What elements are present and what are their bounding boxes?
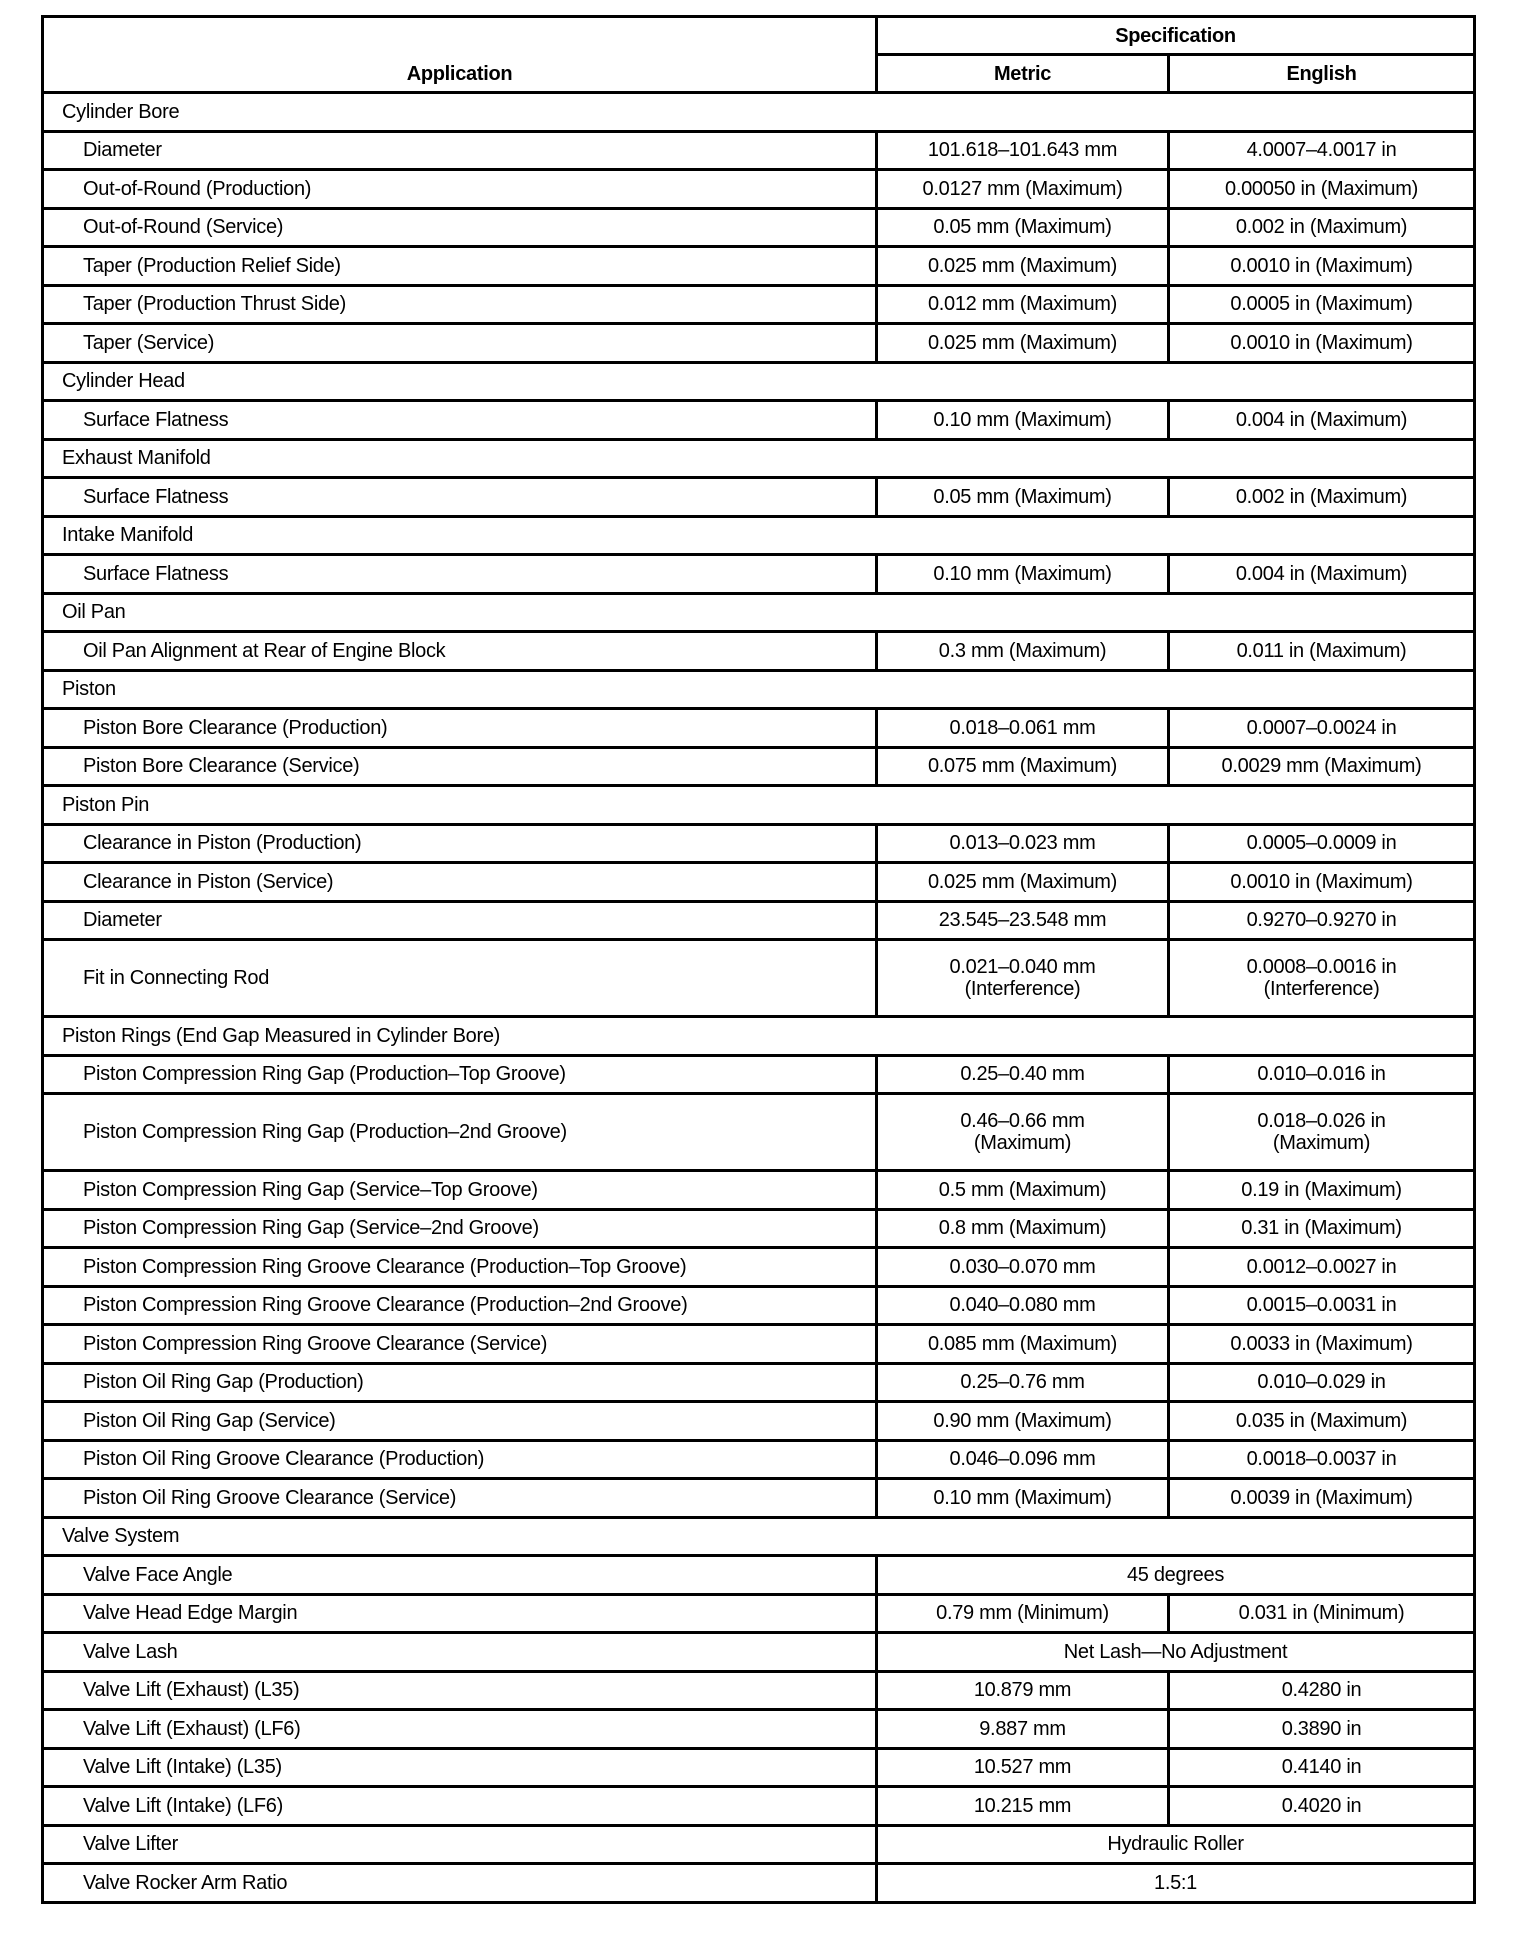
english-value-cell [1169,555,1475,594]
english-value-cell [1169,1671,1475,1710]
metric-value-cell [877,285,1169,324]
english-value-cell [1169,1787,1475,1826]
application-cell: Piston Compression Ring Groove Clearance (Production–2nd Groove) [43,1286,877,1325]
english-value-cell [1169,940,1475,1017]
english-value: 0.19 in (Maximum) [1241,1178,1402,1201]
table-row [43,208,1475,247]
english-value-cell [1169,324,1475,363]
english-value: 0.4020 in [1281,1794,1362,1817]
english-value: 0.035 in (Maximum) [1235,1409,1408,1432]
table-row [43,824,1475,863]
application-cell: Taper (Production Relief Side) [43,247,877,286]
english-value-cell [1169,1094,1475,1171]
metric-value-cell [877,1710,1169,1749]
table-row [43,1479,1475,1518]
application-cell: Fit in Connecting Rod [43,940,877,1017]
table-row [43,1748,1475,1787]
application-cell: Clearance in Piston (Service) [43,863,877,902]
application-cell: Piston Oil Ring Groove Clearance (Service) [43,1479,877,1518]
metric-value-cell [877,324,1169,363]
metric-value-cell [877,709,1169,748]
metric-value-cell [877,208,1169,247]
english-value-cell [1169,401,1475,440]
metric-value-cell [877,1055,1169,1094]
application-column-header: Application [43,17,877,93]
section-row [43,439,1475,478]
metric-value-cell [877,863,1169,902]
combined-spec-cell: Hydraulic Roller [877,1825,1475,1864]
section-row [43,1017,1475,1056]
english-value-cell [1169,1171,1475,1210]
english-value: 0.0010 in (Maximum) [1230,254,1413,277]
table-row [43,1248,1475,1287]
section-title: Piston Pin [43,786,1475,825]
english-value-cell [1169,478,1475,517]
metric-value-cell [877,1440,1169,1479]
metric-value: 0.085 mm (Maximum) [927,1332,1118,1355]
metric-value: 23.545–23.548 mm [938,909,1107,932]
application-cell: Valve Face Angle [43,1556,877,1595]
application-cell: Taper (Service) [43,324,877,363]
english-value: 0.011 in (Maximum) [1236,639,1407,662]
metric-value: 0.046–0.096 mm [949,1448,1096,1471]
section-row [43,93,1475,132]
table-row [43,1094,1475,1171]
metric-value: 0.040–0.080 mm [949,1294,1096,1317]
metric-value: 101.618–101.643 mm [927,139,1118,162]
metric-value-cell [877,1748,1169,1787]
metric-value-cell [877,1363,1169,1402]
metric-value-cell [877,1402,1169,1441]
table-row [43,1787,1475,1826]
metric-value-cell [877,1209,1169,1248]
english-value: 0.004 in (Maximum) [1235,562,1408,585]
section-title: Cylinder Head [43,362,1475,401]
table-row [43,131,1475,170]
application-cell: Piston Compression Ring Groove Clearance (Service) [43,1325,877,1364]
english-value: 0.0005 in (Maximum) [1230,293,1413,316]
metric-value: 0.10 mm (Maximum) [933,562,1112,585]
english-value-cell [1169,1479,1475,1518]
metric-value: 10.215 mm [973,1794,1072,1817]
application-cell: Piston Compression Ring Gap (Service–Top Groove) [43,1171,877,1210]
english-value-cell [1169,285,1475,324]
combined-spec-cell: Net Lash—No Adjustment [877,1633,1475,1672]
table-row [43,401,1475,440]
metric-value-cell [877,1094,1169,1171]
section-row [43,593,1475,632]
section-title: Oil Pan [43,593,1475,632]
metric-value: 0.79 mm (Minimum) [936,1602,1109,1625]
table-row [43,1325,1475,1364]
application-cell: Out-of-Round (Service) [43,208,877,247]
english-value-cell [1169,1325,1475,1364]
metric-value-cell [877,632,1169,671]
english-value: 0.0018–0.0037 in [1246,1448,1397,1471]
table-row [43,1402,1475,1441]
english-value-cell [1169,131,1475,170]
application-cell: Piston Bore Clearance (Service) [43,747,877,786]
english-value-cell [1169,901,1475,940]
metric-value: 0.90 mm (Maximum) [933,1409,1112,1432]
metric-value: 0.10 mm (Maximum) [933,408,1112,431]
table-row [43,247,1475,286]
section-title: Cylinder Bore [43,93,1475,132]
application-cell: Surface Flatness [43,478,877,517]
english-value-cell [1169,247,1475,286]
metric-value-cell [877,478,1169,517]
english-value-cell [1169,709,1475,748]
table-row [43,285,1475,324]
metric-value: 0.025 mm (Maximum) [927,870,1118,893]
english-value: 0.0012–0.0027 in [1246,1255,1397,1278]
english-value-note: (Interference) [1263,978,1380,1000]
table-row [43,709,1475,748]
combined-spec-cell: 45 degrees [877,1556,1475,1595]
metric-value: 0.46–0.66 mm [960,1110,1085,1132]
table-row [43,555,1475,594]
section-title: Exhaust Manifold [43,439,1475,478]
english-value-cell [1169,208,1475,247]
english-value: 0.3890 in [1281,1717,1362,1740]
application-cell: Valve Head Edge Margin [43,1594,877,1633]
english-value: 0.0007–0.0024 in [1246,716,1397,739]
section-title: Valve System [43,1517,1475,1556]
section-row [43,670,1475,709]
section-row [43,1517,1475,1556]
application-cell: Taper (Production Thrust Side) [43,285,877,324]
english-value-cell [1169,1248,1475,1287]
section-title: Piston Rings (End Gap Measured in Cylinder Bore) [43,1017,1475,1056]
metric-value-note: (Interference) [964,978,1081,1000]
metric-value-cell [877,401,1169,440]
table-row [43,1286,1475,1325]
english-value: 0.004 in (Maximum) [1235,408,1408,431]
english-value-cell [1169,632,1475,671]
metric-value: 0.10 mm (Maximum) [933,1486,1112,1509]
english-value-cell [1169,170,1475,209]
english-value: 0.0033 in (Maximum) [1230,1332,1413,1355]
table-row [43,1440,1475,1479]
application-cell: Piston Oil Ring Groove Clearance (Production) [43,1440,877,1479]
metric-value-cell [877,747,1169,786]
table-row [43,1171,1475,1210]
english-value-cell [1169,1748,1475,1787]
metric-value: 0.075 mm (Maximum) [927,755,1118,778]
engine-specifications-table [41,15,1476,1904]
section-row [43,516,1475,555]
table-row [43,1633,1475,1672]
english-value: 0.0039 in (Maximum) [1230,1486,1413,1509]
table-row [43,324,1475,363]
english-value-cell [1169,824,1475,863]
english-value: 0.0008–0.0016 in [1246,956,1397,978]
application-cell: Valve Lift (Exhaust) (LF6) [43,1710,877,1749]
table-row [43,1594,1475,1633]
table-row [43,1710,1475,1749]
application-cell: Valve Lift (Intake) (L35) [43,1748,877,1787]
table-row [43,1671,1475,1710]
metric-value-cell [877,1479,1169,1518]
metric-value: 0.8 mm (Maximum) [938,1217,1107,1240]
english-value-cell [1169,1209,1475,1248]
metric-value: 0.0127 mm (Maximum) [922,177,1123,200]
english-value: 0.31 in (Maximum) [1241,1217,1402,1240]
combined-spec-cell: 1.5:1 [877,1864,1475,1903]
application-cell: Out-of-Round (Production) [43,170,877,209]
metric-value: 0.5 mm (Maximum) [938,1178,1107,1201]
application-cell: Valve Lifter [43,1825,877,1864]
application-cell: Oil Pan Alignment at Rear of Engine Block [43,632,877,671]
application-cell: Piston Oil Ring Gap (Service) [43,1402,877,1441]
english-value-cell [1169,1710,1475,1749]
metric-value: 9.887 mm [979,1717,1066,1740]
section-title: Intake Manifold [43,516,1475,555]
metric-value-cell [877,901,1169,940]
application-cell: Piston Oil Ring Gap (Production) [43,1363,877,1402]
metric-value-cell [877,940,1169,1017]
english-value: 4.0007–4.0017 in [1246,139,1397,162]
metric-value: 0.012 mm (Maximum) [927,293,1118,316]
english-value-cell [1169,1440,1475,1479]
table-body [43,93,1475,1903]
english-value: 0.002 in (Maximum) [1235,216,1408,239]
english-value-cell [1169,1402,1475,1441]
english-value-cell [1169,863,1475,902]
table-row [43,863,1475,902]
application-cell: Valve Lift (Intake) (LF6) [43,1787,877,1826]
section-row [43,786,1475,825]
application-cell: Valve Rocker Arm Ratio [43,1864,877,1903]
metric-column-header: Metric [877,55,1169,93]
application-cell: Surface Flatness [43,555,877,594]
table-row [43,1363,1475,1402]
metric-value: 0.013–0.023 mm [949,832,1096,855]
metric-value-cell [877,1594,1169,1633]
application-cell: Diameter [43,901,877,940]
english-value: 0.4140 in [1281,1756,1362,1779]
english-value-cell [1169,747,1475,786]
english-value: 0.4280 in [1281,1679,1362,1702]
application-cell: Clearance in Piston (Production) [43,824,877,863]
metric-value-cell [877,1248,1169,1287]
metric-value: 10.527 mm [973,1756,1072,1779]
metric-value-cell [877,1286,1169,1325]
english-value: 0.0010 in (Maximum) [1230,331,1413,354]
english-value-cell [1169,1055,1475,1094]
metric-value: 0.030–0.070 mm [949,1255,1096,1278]
specification-column-header: Specification [877,17,1475,55]
table-row [43,478,1475,517]
metric-value: 0.05 mm (Maximum) [933,216,1112,239]
application-cell: Piston Compression Ring Gap (Service–2nd Groove) [43,1209,877,1248]
application-cell: Valve Lash [43,1633,877,1672]
english-value: 0.010–0.016 in [1257,1063,1386,1086]
application-cell: Surface Flatness [43,401,877,440]
table-row [43,940,1475,1017]
english-value: 0.002 in (Maximum) [1235,485,1408,508]
table-header [43,17,1475,93]
metric-value-cell [877,170,1169,209]
metric-value-cell [877,555,1169,594]
section-row [43,362,1475,401]
metric-value: 0.05 mm (Maximum) [933,485,1112,508]
application-cell: Piston Bore Clearance (Production) [43,709,877,748]
metric-value: 0.025 mm (Maximum) [927,331,1118,354]
metric-value: 0.25–0.40 mm [960,1063,1085,1086]
english-value: 0.0029 mm (Maximum) [1221,755,1422,778]
english-value-note: (Maximum) [1272,1132,1371,1154]
english-value-cell [1169,1363,1475,1402]
metric-value: 0.25–0.76 mm [960,1371,1085,1394]
english-value-cell [1169,1594,1475,1633]
english-value: 0.0010 in (Maximum) [1230,870,1413,893]
section-title: Piston [43,670,1475,709]
english-value: 0.00050 in (Maximum) [1225,177,1418,200]
table-row [43,1864,1475,1903]
metric-value: 0.018–0.061 mm [949,716,1096,739]
metric-value-cell [877,824,1169,863]
metric-value: 0.025 mm (Maximum) [927,254,1118,277]
english-value: 0.018–0.026 in [1257,1110,1386,1132]
metric-value-cell [877,1325,1169,1364]
metric-value: 10.879 mm [973,1679,1072,1702]
english-value: 0.010–0.029 in [1257,1371,1386,1394]
english-value: 0.9270–0.9270 in [1246,909,1397,932]
english-column-header: English [1169,55,1475,93]
application-cell: Piston Compression Ring Gap (Production–2nd Groove) [43,1094,877,1171]
application-cell: Piston Compression Ring Gap (Production–Top Groove) [43,1055,877,1094]
english-value-cell [1169,1286,1475,1325]
application-cell: Valve Lift (Exhaust) (L35) [43,1671,877,1710]
metric-value-note: (Maximum) [973,1132,1072,1154]
english-value: 0.0015–0.0031 in [1246,1294,1397,1317]
metric-value-cell [877,1171,1169,1210]
metric-value-cell [877,1671,1169,1710]
table-row [43,901,1475,940]
table-row [43,1209,1475,1248]
table-row [43,1556,1475,1595]
table-row [43,170,1475,209]
application-cell: Diameter [43,131,877,170]
english-value: 0.0005–0.0009 in [1246,832,1397,855]
application-cell: Piston Compression Ring Groove Clearance (Production–Top Groove) [43,1248,877,1287]
english-value: 0.031 in (Minimum) [1238,1602,1405,1625]
metric-value-cell [877,1787,1169,1826]
table-row [43,747,1475,786]
metric-value: 0.021–0.040 mm [949,956,1096,978]
table-row [43,1055,1475,1094]
table-row [43,1825,1475,1864]
metric-value-cell [877,247,1169,286]
metric-value: 0.3 mm (Maximum) [938,639,1107,662]
metric-value-cell [877,131,1169,170]
table-row [43,632,1475,671]
